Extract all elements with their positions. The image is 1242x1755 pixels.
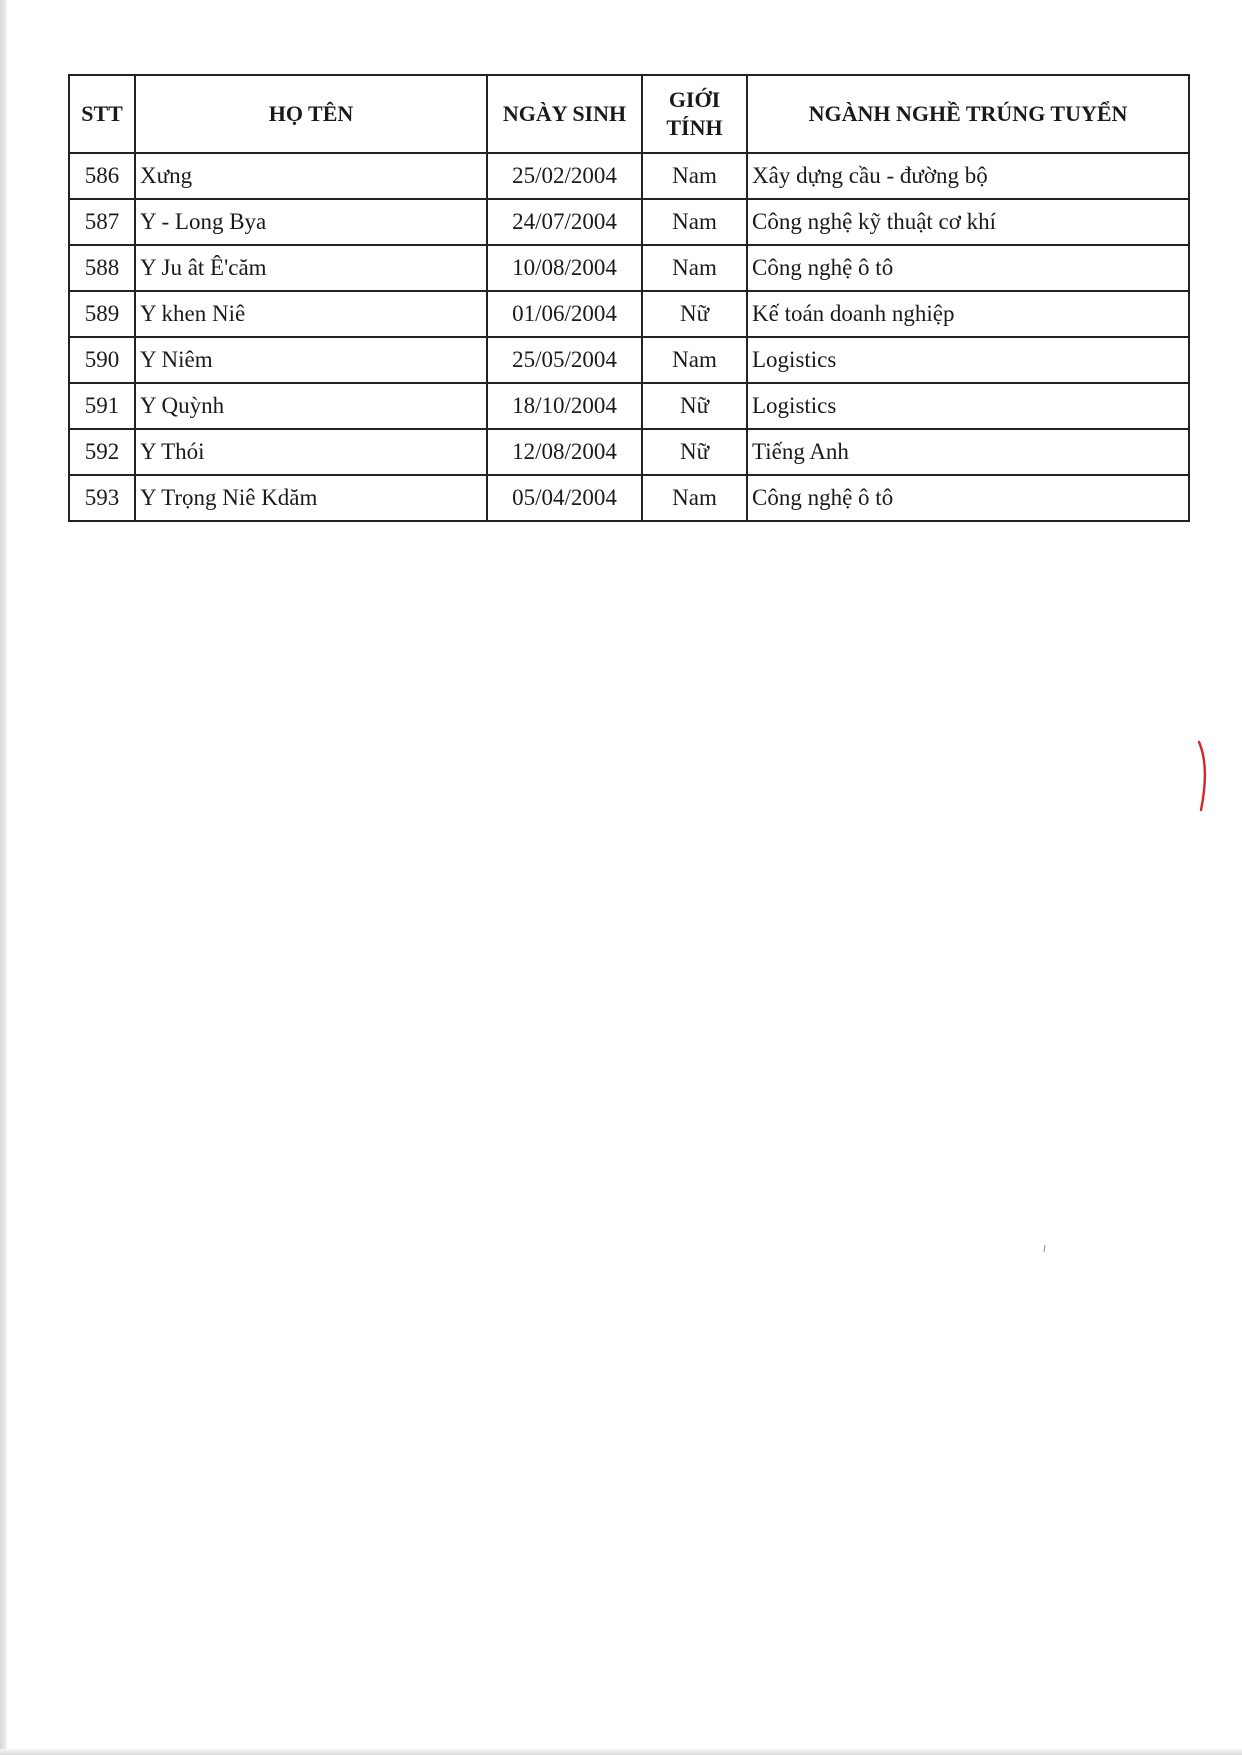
table-row xyxy=(69,429,1189,475)
red-pen-mark xyxy=(1197,740,1211,812)
cell-stt: 590 xyxy=(69,337,135,383)
cell-name: Y Ju ât Ê'căm xyxy=(135,245,487,291)
admission-roster-table xyxy=(68,74,1190,522)
cell-major: Logistics xyxy=(747,383,1189,429)
header-gender xyxy=(642,75,747,153)
cell-major: Tiếng Anh xyxy=(747,429,1189,475)
cell-name: Xưng xyxy=(135,153,487,199)
cell-stt: 588 xyxy=(69,245,135,291)
header-name: HỌ TÊN xyxy=(135,75,487,153)
cell-name: Y - Long Bya xyxy=(135,199,487,245)
cell-name: Y Trọng Niê Kdăm xyxy=(135,475,487,521)
cell-name: Y khen Niê xyxy=(135,291,487,337)
cell-gender: Nữ xyxy=(642,291,747,337)
cell-major: Xây dựng cầu - đường bộ xyxy=(747,153,1189,199)
cell-name: Y Quỳnh xyxy=(135,383,487,429)
cell-dob: 24/07/2004 xyxy=(487,199,642,245)
scan-left-edge xyxy=(0,0,7,1755)
table-row xyxy=(69,291,1189,337)
cell-major: Logistics xyxy=(747,337,1189,383)
table-row xyxy=(69,475,1189,521)
cell-stt: 586 xyxy=(69,153,135,199)
table-row xyxy=(69,383,1189,429)
scan-speck xyxy=(1043,1245,1046,1252)
cell-dob: 10/08/2004 xyxy=(487,245,642,291)
cell-dob: 05/04/2004 xyxy=(487,475,642,521)
header-major: NGÀNH NGHỀ TRÚNG TUYỂN xyxy=(747,75,1189,153)
cell-dob: 25/02/2004 xyxy=(487,153,642,199)
cell-stt: 589 xyxy=(69,291,135,337)
cell-stt: 592 xyxy=(69,429,135,475)
cell-gender: Nam xyxy=(642,153,747,199)
table-row xyxy=(69,153,1189,199)
header-row xyxy=(69,75,1189,153)
cell-major: Công nghệ kỹ thuật cơ khí xyxy=(747,199,1189,245)
cell-gender: Nam xyxy=(642,337,747,383)
header-gender-line2: TÍNH xyxy=(666,115,723,140)
cell-gender: Nam xyxy=(642,475,747,521)
cell-major: Công nghệ ô tô xyxy=(747,245,1189,291)
cell-gender: Nữ xyxy=(642,383,747,429)
cell-gender: Nam xyxy=(642,245,747,291)
cell-dob: 01/06/2004 xyxy=(487,291,642,337)
cell-name: Y Thói xyxy=(135,429,487,475)
table-body xyxy=(69,153,1189,521)
header-dob: NGÀY SINH xyxy=(487,75,642,153)
cell-stt: 593 xyxy=(69,475,135,521)
header-gender-line1: GIỚI xyxy=(668,87,721,112)
cell-stt: 591 xyxy=(69,383,135,429)
cell-gender: Nam xyxy=(642,199,747,245)
scan-bottom-edge xyxy=(0,1749,1242,1755)
cell-gender: Nữ xyxy=(642,429,747,475)
cell-major: Công nghệ ô tô xyxy=(747,475,1189,521)
table-row xyxy=(69,337,1189,383)
cell-stt: 587 xyxy=(69,199,135,245)
table-row xyxy=(69,245,1189,291)
cell-name: Y Niêm xyxy=(135,337,487,383)
header-stt: STT xyxy=(69,75,135,153)
table-header xyxy=(69,75,1189,153)
cell-major: Kế toán doanh nghiệp xyxy=(747,291,1189,337)
table-row xyxy=(69,199,1189,245)
cell-dob: 18/10/2004 xyxy=(487,383,642,429)
cell-dob: 12/08/2004 xyxy=(487,429,642,475)
cell-dob: 25/05/2004 xyxy=(487,337,642,383)
